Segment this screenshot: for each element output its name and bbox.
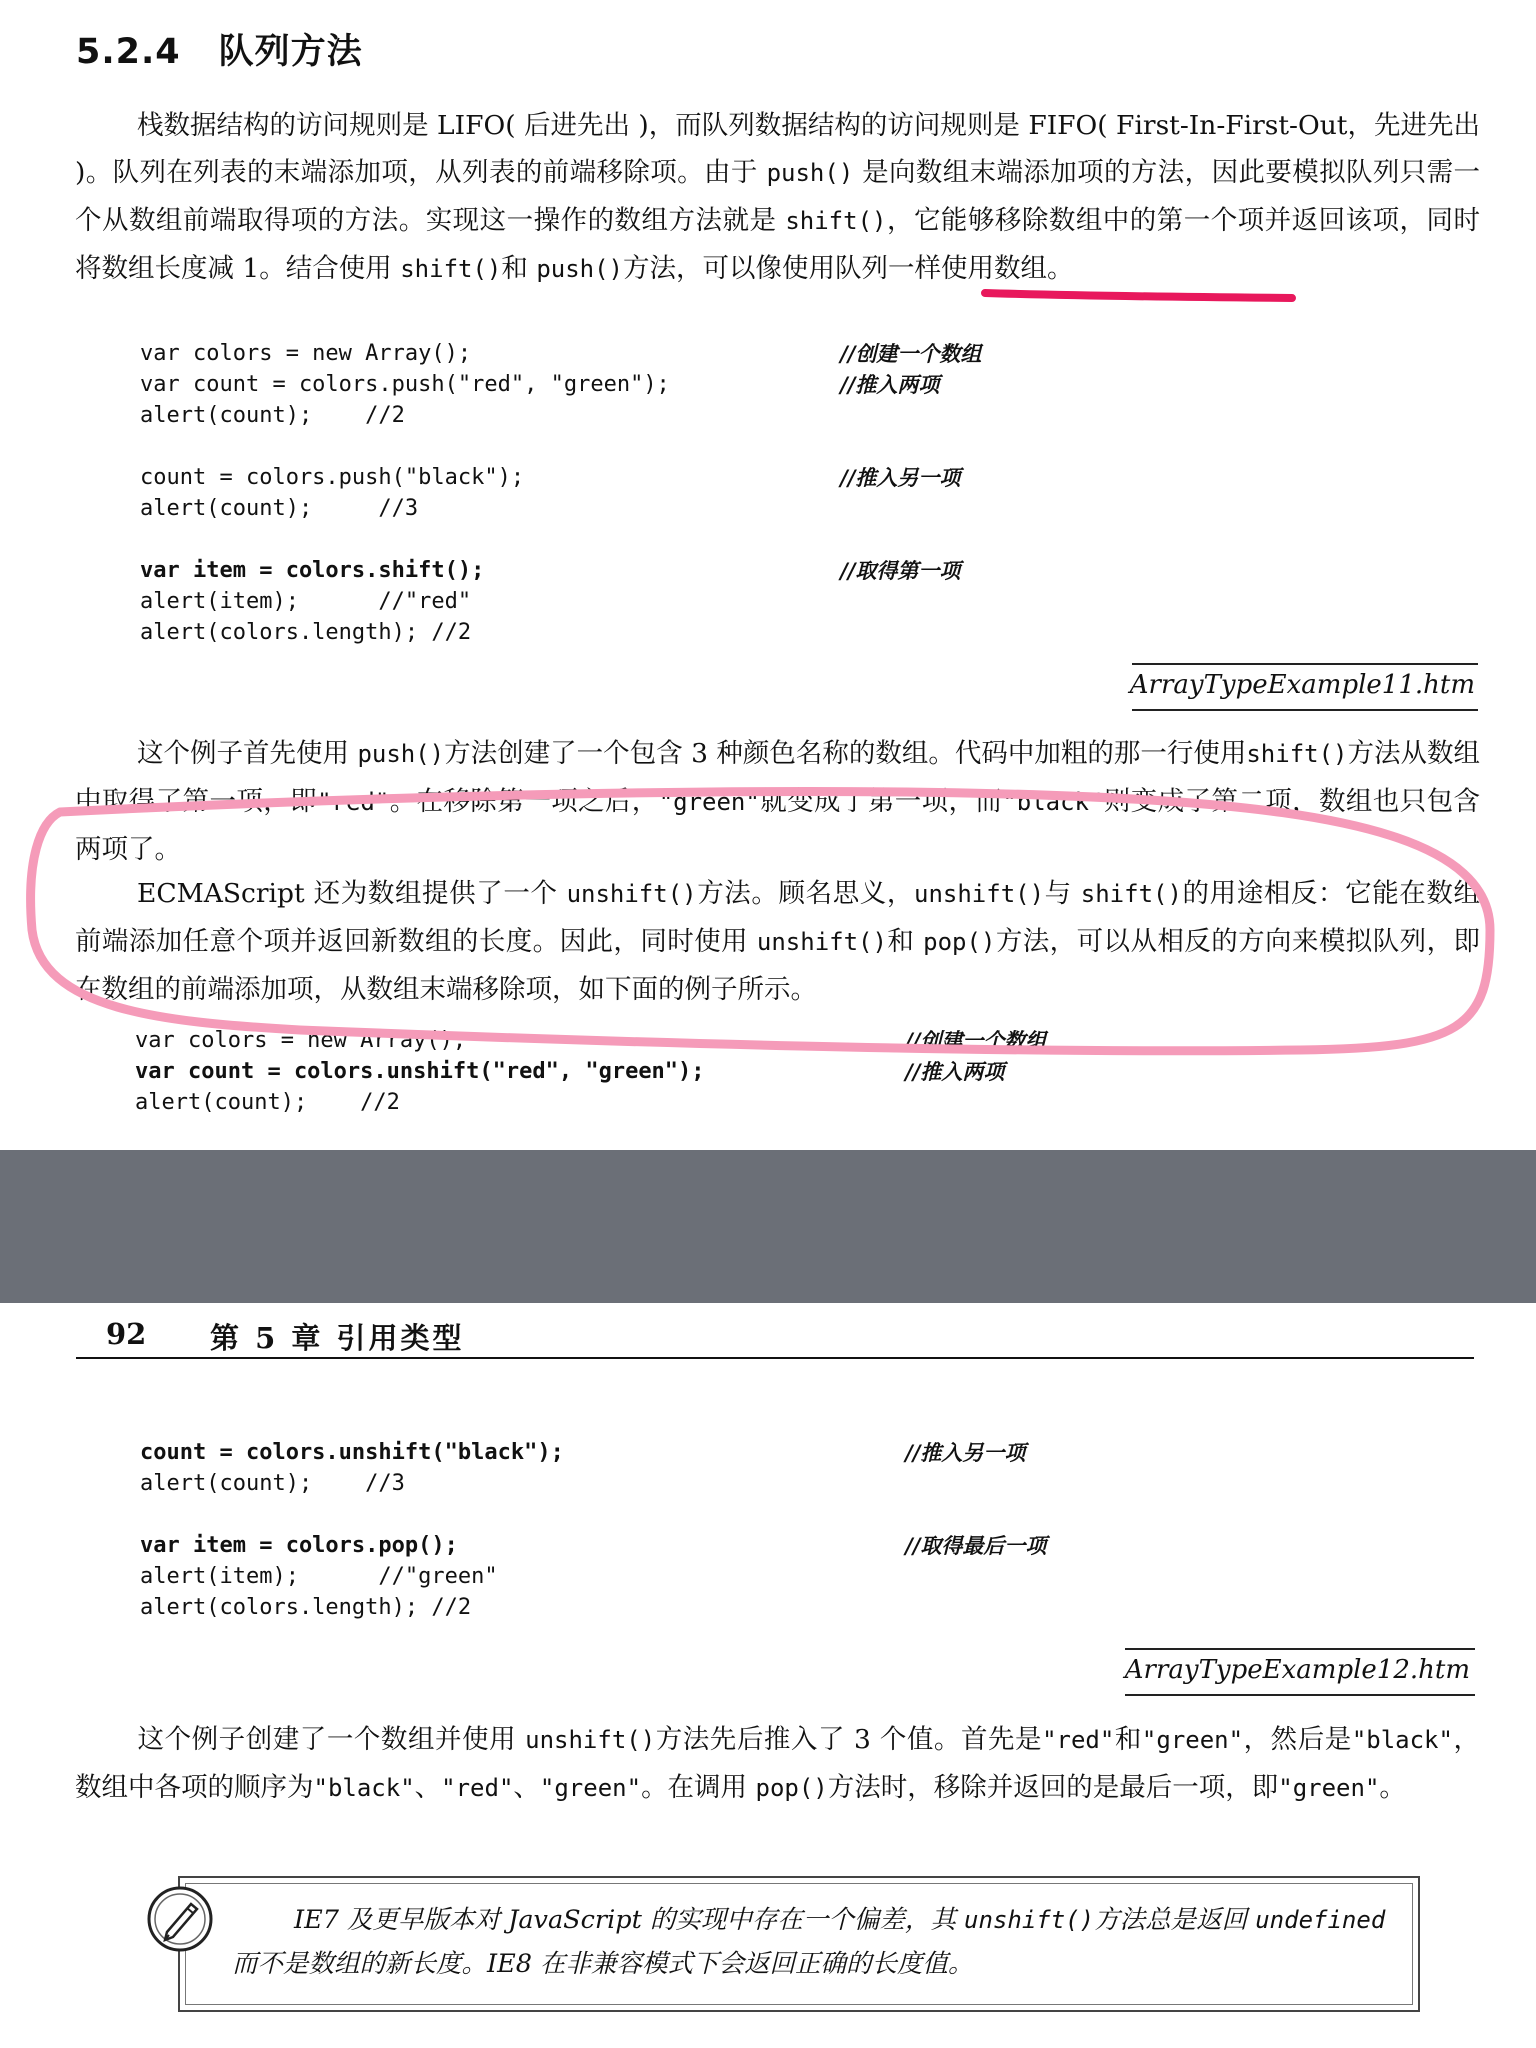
text-run: 是向数组末端添加项的方法， <box>853 157 1212 188</box>
text-run: 方法先后推入了 3 个值。首先是 <box>655 1724 1043 1755</box>
code-inline: "black" <box>313 1774 415 1802</box>
code-comment: //创建一个数组 <box>840 341 982 366</box>
text-run: 则变成了第二项，数组也只包含两项了。 <box>75 786 1481 865</box>
code-line-bold: var count = colors.unshift("red", "green"); <box>135 1059 705 1084</box>
code-line: count = colors.push("black"); <box>140 465 525 490</box>
code-inline: "red" <box>317 788 390 816</box>
text-run: ，数组中各项的顺序为 <box>75 1724 1481 1803</box>
text-run: IE7 及更早版本对 JavaScript 的实现中存在一个偏差，其 <box>294 1905 965 1935</box>
text-run: 方法从数组中取得了第一项，即 <box>75 738 1481 817</box>
page-number: 92 <box>106 1317 147 1351</box>
text-run: 方法总是返 <box>1094 1905 1222 1935</box>
code-line: alert(item); //"red" <box>140 589 472 614</box>
code-inline: shift() <box>785 207 887 235</box>
code-inline: push() <box>766 159 854 187</box>
code-inline: unshift() <box>914 880 1045 908</box>
pink-circle <box>31 792 1490 1051</box>
text-run: 后是 <box>1297 1724 1352 1755</box>
code-line: alert(colors.length); //2 <box>140 620 472 645</box>
text-run: 。在移除第一项之后， <box>389 786 659 817</box>
text-run: 就变成了第一项，而 <box>759 786 1003 817</box>
code-line-bold: var item = colors.pop(); <box>140 1533 458 1558</box>
text-run: 因此要模拟队列只需一个从数组前端取得项的方法。实现这一操作的数组方法就是 <box>75 157 1480 236</box>
code-comment: //取得最后一项 <box>905 1533 1047 1558</box>
text-run: 栈数据结构的访问规则是 LIFO( 后进先出 )，而队列数据结构的访问规则是 FIFO( First-In-First-Out， <box>137 110 1374 141</box>
code-inline: "green" <box>539 1774 642 1802</box>
code-line: var colors = new Array(); <box>135 1028 467 1053</box>
text-run: 这个例子首先使用 <box>137 738 358 769</box>
code-inline: unshift() <box>756 928 887 956</box>
text-run: 从相反的方向来模拟队列，即在数组的前端添加项，从数组末端移除项，如下面的例子所示。 <box>75 926 1480 1005</box>
text-run: 先进先出 )。队列在列表的末端添加项，从列表的前端移除项。由于 <box>75 110 1480 188</box>
text-run: 的是最后一项，即 <box>1066 1772 1279 1803</box>
code-inline: pop() <box>923 928 996 956</box>
text-run: 而不是数组的新长度。IE8 在非兼容模式下会返回正确的长度值。 <box>232 1949 974 1979</box>
text-run: ，然 <box>1243 1724 1298 1755</box>
code-comment: //创建一个数组 <box>905 1028 1047 1053</box>
text-run: 方法时，移除并返回 <box>827 1772 1067 1803</box>
file-caption: ArrayTypeExample11.htm <box>1129 670 1475 700</box>
text-run: ECMAScript 还为数组提供了一个 <box>137 878 567 909</box>
text-run: 除数组中的第一个项并返回该项，同时将数组长度减 1。结合使用 <box>75 205 1481 284</box>
code-inline: "green" <box>658 788 760 816</box>
text-run: 这个例子创建了一个数组并使用 <box>137 1724 526 1755</box>
code-inline: unshift() <box>964 1906 1095 1934</box>
code-comment: //推入两项 <box>840 372 940 397</box>
text-run: 、 <box>414 1772 442 1803</box>
text-run: 、 <box>513 1772 540 1803</box>
section-title: 队列方法 <box>218 32 363 72</box>
text-run: ，它能够移 <box>886 205 1022 236</box>
code-inline: undefined <box>1255 1906 1386 1934</box>
text-run: 的用途相反： <box>1181 878 1346 909</box>
code-inline: push() <box>357 740 445 768</box>
text-run: 方法，可以像使 <box>623 253 809 284</box>
code-inline: "black" <box>1351 1726 1453 1754</box>
code-line-bold: count = colors.unshift("black"); <box>140 1440 564 1465</box>
code-line: alert(count); //3 <box>140 1471 405 1496</box>
code-comment: //取得第一项 <box>840 558 961 583</box>
text-run: 方法，可以 <box>995 926 1131 957</box>
code-comment: //推入两项 <box>905 1059 1005 1084</box>
code-inline: "green" <box>1278 1774 1380 1802</box>
text-run: 。 <box>1379 1772 1406 1803</box>
code-inline: push() <box>536 255 624 283</box>
text-run: 和 <box>501 253 537 284</box>
text-run: 用队列一样使用数组。 <box>808 253 1074 284</box>
chapter-title: 第 5 章 引用类型 <box>210 1321 465 1355</box>
text-run: 和 <box>886 926 924 957</box>
code-line-bold: var item = colors.shift(); <box>140 558 485 583</box>
code-inline: shift() <box>400 255 502 283</box>
code-comment: //推入另一项 <box>905 1440 1026 1465</box>
code-inline: unshift() <box>525 1726 656 1754</box>
pink-underline <box>985 293 1292 298</box>
code-line: alert(item); //"green" <box>140 1564 498 1589</box>
code-line: var count = colors.push("red", "green"); <box>140 372 670 397</box>
code-line: alert(count); //3 <box>140 496 419 521</box>
text-run: 与 <box>1044 878 1081 909</box>
code-inline: "red" <box>1042 1726 1115 1754</box>
code-inline: shift() <box>1246 740 1348 768</box>
code-inline: "green" <box>1141 1726 1244 1754</box>
code-comment: //推入另一项 <box>840 465 961 490</box>
code-line: alert(count); //2 <box>135 1090 400 1115</box>
text-run: 和 <box>1114 1724 1142 1755</box>
text-run: 方法创建了一个包含 3 种颜色名称的数组。代码中加粗的那一行使用 <box>444 738 1247 769</box>
code-inline: unshift() <box>566 880 697 908</box>
text-run: 。在调用 <box>641 1772 756 1803</box>
code-line: var colors = new Array(); <box>140 341 472 366</box>
code-inline: "red" <box>441 1774 514 1802</box>
code-inline: pop() <box>755 1774 828 1802</box>
code-line: alert(count); //2 <box>140 403 405 428</box>
section-number: 5.2.4 <box>76 32 181 72</box>
file-caption: ArrayTypeExample12.htm <box>1124 1655 1470 1685</box>
code-line: alert(colors.length); //2 <box>140 1595 472 1620</box>
code-inline: "black" <box>1002 788 1104 816</box>
text-run: 方法。顾名思义， <box>696 878 914 909</box>
text-run: 它能在数组前端添加任意个项并返回新数组的长度。因此，同时使用 <box>75 878 1480 957</box>
code-inline: shift() <box>1080 880 1182 908</box>
text-run: 回 <box>1221 1905 1256 1935</box>
